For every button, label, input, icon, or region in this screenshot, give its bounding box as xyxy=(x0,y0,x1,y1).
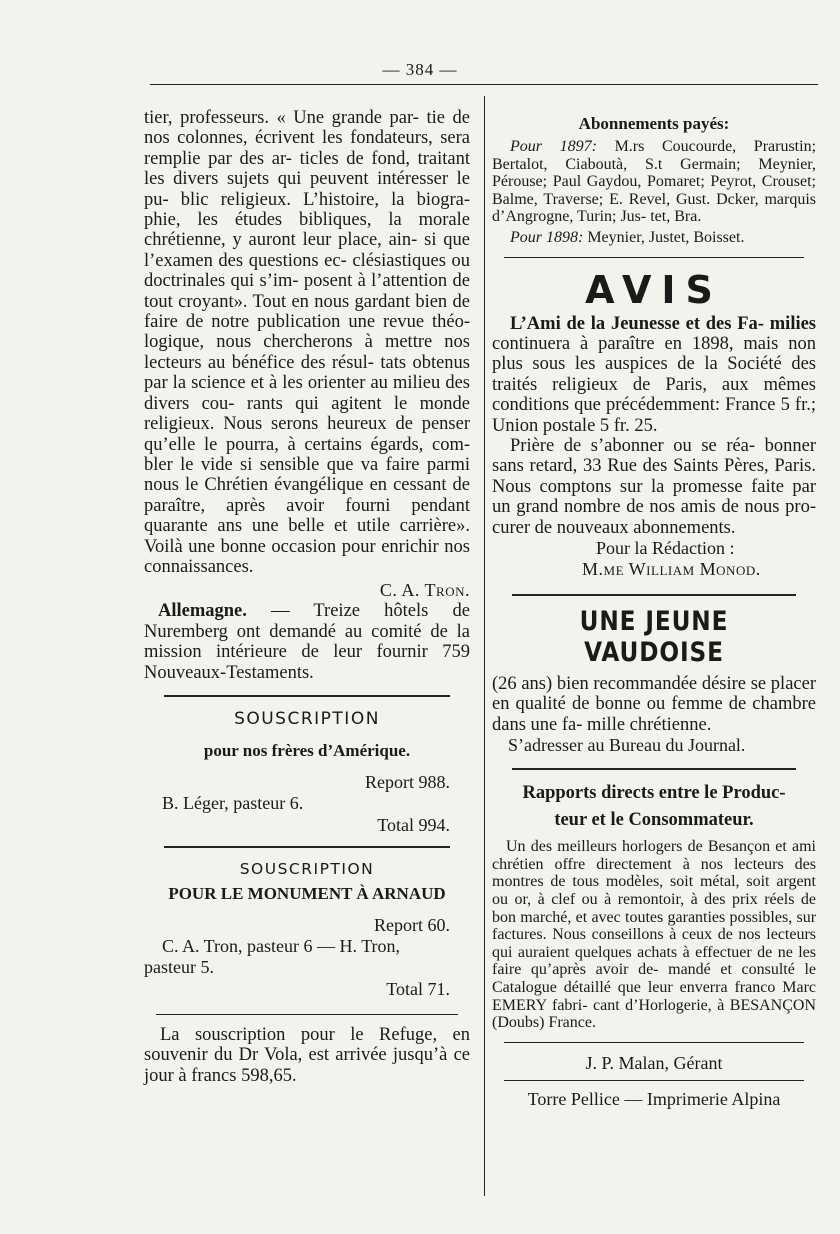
rapports-title: Rapports directs entre le Produc- teur et le Consommateur. xyxy=(522,783,786,831)
divider xyxy=(164,695,450,697)
abonnements-title: Abonnements payés: xyxy=(578,114,730,133)
left-column xyxy=(144,108,470,1086)
souscription-subtitle: pour nos frères d’Amérique. xyxy=(203,740,411,760)
column-divider xyxy=(484,96,485,1196)
souscription-arnaud-total: Total 71. xyxy=(386,978,450,999)
souscription-arnaud-report: Report 60. xyxy=(374,914,450,935)
avis-text: L’Ami de la Jeunesse et des Fa- milies continuera à paraître en 1898, mais non plus sous les auspices de la Société des traités religieux de Paris, aux mêmes conditions que précédemment: France 5 fr.; Union postale 5 fr. 25. xyxy=(492,313,817,436)
avis-sign-line-2: M.me William Monod. xyxy=(582,559,761,580)
souscription-arnaud-title: SOUSCRIPTION xyxy=(239,859,375,878)
top-rule xyxy=(150,84,818,85)
avis-text-2: Prière de s’abonner ou se réa- bonner sans retard, 33 Rue des Saints Pères, Paris. Nous comptons sur la promesse faite par un grand nombre de nos amis de nous pro- curer de nouveaux abonnements. xyxy=(492,436,817,538)
divider xyxy=(504,1042,804,1043)
vaudoise-title: UNE JEUNE VAUDOISE xyxy=(579,606,729,669)
abonnements-1897: Pour 1897: M.rs Coucourde, Prarustin; Bertalot, Ciaboutà, S.t Germain; Meynier, Pérouse; Paul Gaydou, Pomaret; Peyrot, Crouset; Balme, Traverse; E. Revel, Gust. Dcker, marquis d’Angrogne, Turin; Jus- tet, Bra. xyxy=(492,138,817,226)
article-signature: C. A. Tron. xyxy=(379,580,470,601)
allemagne-news: Allemagne. — Treize hôtels de Nuremberg ont demandé au comité de la mission intérieure de leur fournir 759 Nouveaux-Testaments. xyxy=(144,601,471,683)
refuge-note: La souscription pour le Refuge, en souvenir du Dr Vola, est arrivée jusqu’à ce jour à francs 598,65. xyxy=(144,1024,471,1086)
right-column xyxy=(492,108,816,1110)
imprimerie: Torre Pellice — Imprimerie Alpina xyxy=(527,1088,781,1109)
page-number: — 384 — xyxy=(382,60,458,79)
rapports-text: Un des meilleurs horlogers de Besançon et ami chrétien offre directement à nos lecteurs des montres de tous modèles, soit métal, soit argent ou or, à clef ou à remontoir, à des prix réels de bon marché, et avec toutes garanties possibles, sur factures. Nous conseillons à ceux de nos lecteurs qui auraient quelques achats à effectuer de ne les faire qu’après avoir de- mandé et consulté le Catalogue détaillé que leur enverra franco Marc EMERY fabri- cant d’Horlogerie, à BESANÇON (Doubs) France. xyxy=(492,838,817,1032)
souscription-report: Report 988. xyxy=(365,771,450,792)
article-text: tier, professeurs. « Une grande par- tie de nos colonnes, écrivent les fondateurs, sera remplie par des ar- ticles de fond, traitant les divers sujets qui peuvent intéresser le pu- blic religieux. L’histoire, la biogra- phie, les études bibliques, la morale chrétienne, y auront leur place, ain- si que l’examen des questions ec- clésiastiques ou doctrinales qui s’im- posent à l’attention de tout croyant». Tout en nous gardant bien de faire de notre publication une revue théo- logique, nous chercherons à mettre nos lecteurs au bénéfice des résul- tats obtenus par la science et à les orienter au milieu des divers cou- rants qui agitent le monde religieux. Nous serons heureux de penser qu’elle le pourra, à certains égards, com- bler le vide si sensible que va faire parmi nous le Chrétien évangélique en cessant de paraître, après avoir fourni pendant quarante ans une belle et utile carrière». Voilà une bonne occasion pour enrichir nos connaissances. xyxy=(144,108,471,577)
divider xyxy=(512,594,796,596)
divider xyxy=(504,257,804,258)
avis-sign-line-1: Pour la Rédaction : xyxy=(596,538,735,559)
souscription-total: Total 994. xyxy=(377,814,450,835)
abonnements-1898: Pour 1898: Meynier, Justet, Boisset. xyxy=(510,228,745,246)
vaudoise-address: S’adresser au Bureau du Journal. xyxy=(508,735,746,756)
divider xyxy=(156,1014,458,1015)
divider xyxy=(504,1080,804,1081)
gerant: J. P. Malan, Gérant xyxy=(585,1052,723,1073)
vaudoise-text: (26 ans) bien recommandée désire se placer en qualité de bonne ou femme de chambre dans une fa- mille chrétienne. xyxy=(492,674,816,735)
souscription-title: SOUSCRIPTION xyxy=(234,708,380,729)
souscription-arnaud-entry: C. A. Tron, pasteur 6 — H. Tron, xyxy=(162,935,401,956)
divider xyxy=(164,846,450,848)
souscription-arnaud-entry-cont: pasteur 5. xyxy=(144,956,214,977)
avis-title: AVIS xyxy=(585,267,723,312)
souscription-entry: B. Léger, pasteur 6. xyxy=(162,792,304,813)
souscription-arnaud-subtitle: POUR LE MONUMENT À ARNAUD xyxy=(168,883,446,903)
divider xyxy=(512,768,796,770)
